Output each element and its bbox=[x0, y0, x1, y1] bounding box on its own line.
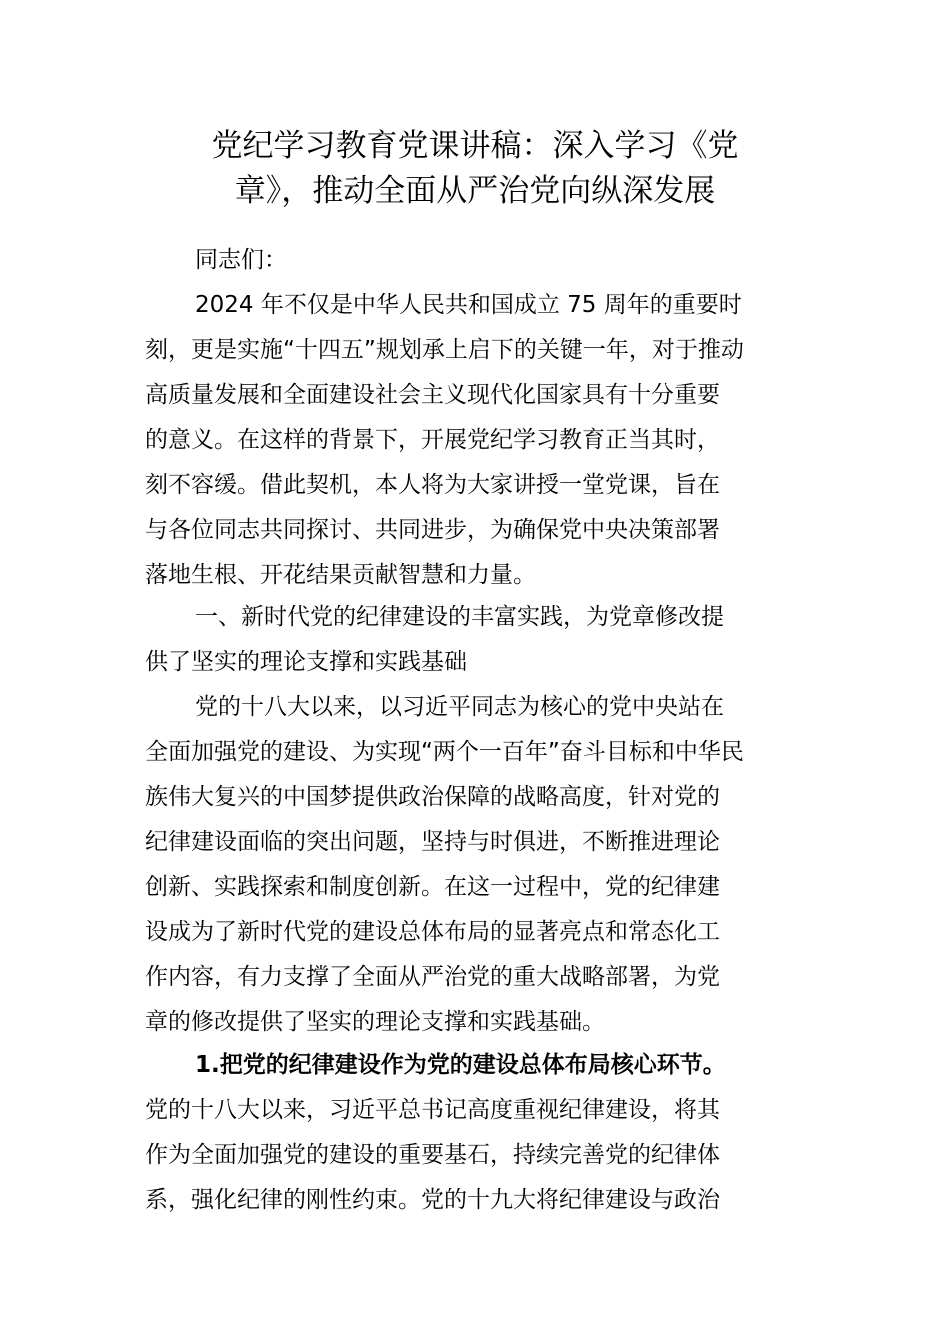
paragraph-1-line: 的意义。在这样的背景下，开展党纪学习教育正当其时， bbox=[145, 427, 720, 453]
document-title-line-1: 党纪学习教育党课讲稿：深入学习《党 bbox=[211, 128, 739, 164]
paragraph-2-line: 设成为了新时代党的建设总体布局的显著亮点和常态化工 bbox=[145, 919, 720, 945]
paragraph-3-line: 党的十八大以来，习近平总书记高度重视纪律建设，将其 bbox=[145, 1097, 720, 1123]
paragraph-2-line: 创新、实践探索和制度创新。在这一过程中，党的纪律建 bbox=[145, 874, 720, 900]
paragraph-1-line: 高质量发展和全面建设社会主义现代化国家具有十分重要 bbox=[145, 382, 720, 408]
paragraph-1-line: 2024 年不仅是中华人民共和国成立 75 周年的重要时 bbox=[195, 292, 742, 318]
paragraph-2-line: 族伟大复兴的中国梦提供政治保障的战略高度，针对党的 bbox=[145, 784, 720, 810]
paragraph-2-line: 纪律建设面临的突出问题，坚持与时俱进，不断推进理论 bbox=[145, 829, 720, 855]
paragraph-2-line: 党的十八大以来，以习近平同志为核心的党中央站在 bbox=[195, 694, 724, 720]
subheading-1: 1.把党的纪律建设作为党的建设总体布局核心环节。 bbox=[195, 1052, 726, 1078]
paragraph-3-line: 系，强化纪律的刚性约束。党的十九大将纪律建设与政治 bbox=[145, 1187, 720, 1213]
paragraph-1-line: 刻不容缓。借此契机，本人将为大家讲授一堂党课，旨在 bbox=[145, 472, 720, 498]
greeting: 同志们： bbox=[195, 247, 287, 273]
section-heading-1-line: 一、新时代党的纪律建设的丰富实践，为党章修改提 bbox=[195, 604, 724, 630]
paragraph-3-line: 作为全面加强党的建设的重要基石，持续完善党的纪律体 bbox=[145, 1142, 720, 1168]
paragraph-2-line: 章的修改提供了坚实的理论支撑和实践基础。 bbox=[145, 1009, 605, 1035]
paragraph-1-line: 落地生根、开花结果贡献智慧和力量。 bbox=[145, 562, 536, 588]
paragraph-1-line: 与各位同志共同探讨、共同进步，为确保党中央决策部署 bbox=[145, 517, 720, 543]
paragraph-2-line: 作内容，有力支撑了全面从严治党的重大战略部署，为党 bbox=[145, 964, 720, 990]
section-heading-1-line: 供了坚实的理论支撑和实践基础 bbox=[145, 649, 467, 675]
paragraph-1-line: 刻，更是实施“十四五”规划承上启下的关键一年，对于推动 bbox=[145, 337, 744, 363]
document-title-line-2: 章》，推动全面从严治党向纵深发展 bbox=[234, 173, 716, 209]
paragraph-2-line: 全面加强党的建设、为实现“两个一百年”奋斗目标和中华民 bbox=[145, 739, 744, 765]
